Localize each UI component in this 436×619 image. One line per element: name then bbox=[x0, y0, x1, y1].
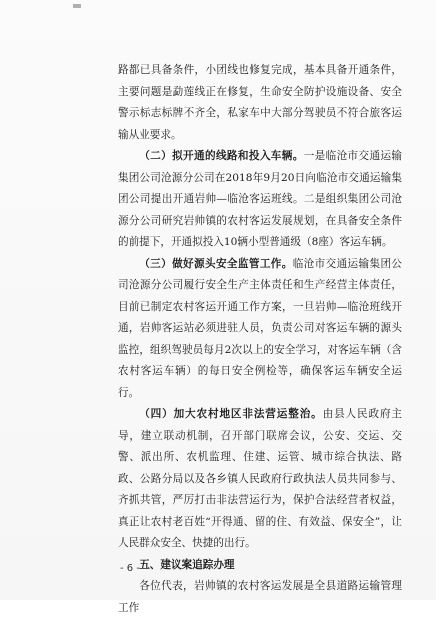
section-heading: 五、建议案追踪办理 bbox=[139, 558, 235, 571]
paragraph-heading: （三）做好源头安全监管工作。 bbox=[139, 257, 293, 270]
scan-mark bbox=[73, 4, 81, 8]
page-number: - 6 - bbox=[120, 563, 140, 574]
paragraph-heading: （二）拟开通的线路和投入车辆。 bbox=[139, 150, 304, 162]
paragraph-body: 一是临沧市交通运输集团公司沧源分公司在2018年9月20日向临沧市交通运输集团公司提出开通岩帅—临沧客运班线。二是组织集团公司沧源分公司研究岩帅镇的农村客运发展规划，在具备安全条件的前提下，开通拟投入10辆小型普通级（8座）客运车辆。 bbox=[118, 150, 403, 248]
paragraph-closing: 各位代表，岩帅镇的农村客运发展是全县道路运输管理工作 bbox=[118, 580, 402, 614]
paragraph-illegal-operation bbox=[118, 404, 402, 555]
paragraph-continuation bbox=[118, 60, 402, 146]
paragraph-heading: （四）加大农村地区非法营运整治。 bbox=[139, 408, 323, 420]
paragraph-body: 由县人民政府主导，建立联动机制，召开部门联席会议，公安、交运、交警、派出所、农机监理、住建、运管、城市综合执法、路政、公路分局以及各乡镇人民政府行政执法人员共同参与、齐抓共管，严厉打击非法营运行为，保护合法经营者权益，真正让农村老百姓“开得通、留的住、有效益、保安全”，让人民群众安全、快捷的出行。 bbox=[118, 408, 403, 549]
paragraph-body: 临沧市交通运输集团公司沧源分公司履行安全生产主体责任和生产经营主体责任，目前已制定农村客运开通工作方案，一旦岩帅—临沧班线开通，岩帅客运站必须进驻人员，负责公司对客运车辆的源头监控，组织驾驶员每月2次以上的安全学习，对客运车辆（含农村客运车辆）的每日安全例检等，确保客运车辆安全运行。 bbox=[118, 257, 403, 399]
paragraph-body: 路都已具备条件，小团线也修复完成，基本具备开通条件，主要问题是勐莲线正在修复，生命安全防护设施设备、安全警示标志标牌不齐全，私家车中大部分驾驶员不符合旅客运输从业要求。 bbox=[118, 64, 402, 141]
document-body bbox=[118, 60, 402, 619]
paragraph-routes-vehicles bbox=[118, 146, 402, 254]
paragraph-safety-supervision bbox=[118, 254, 402, 405]
